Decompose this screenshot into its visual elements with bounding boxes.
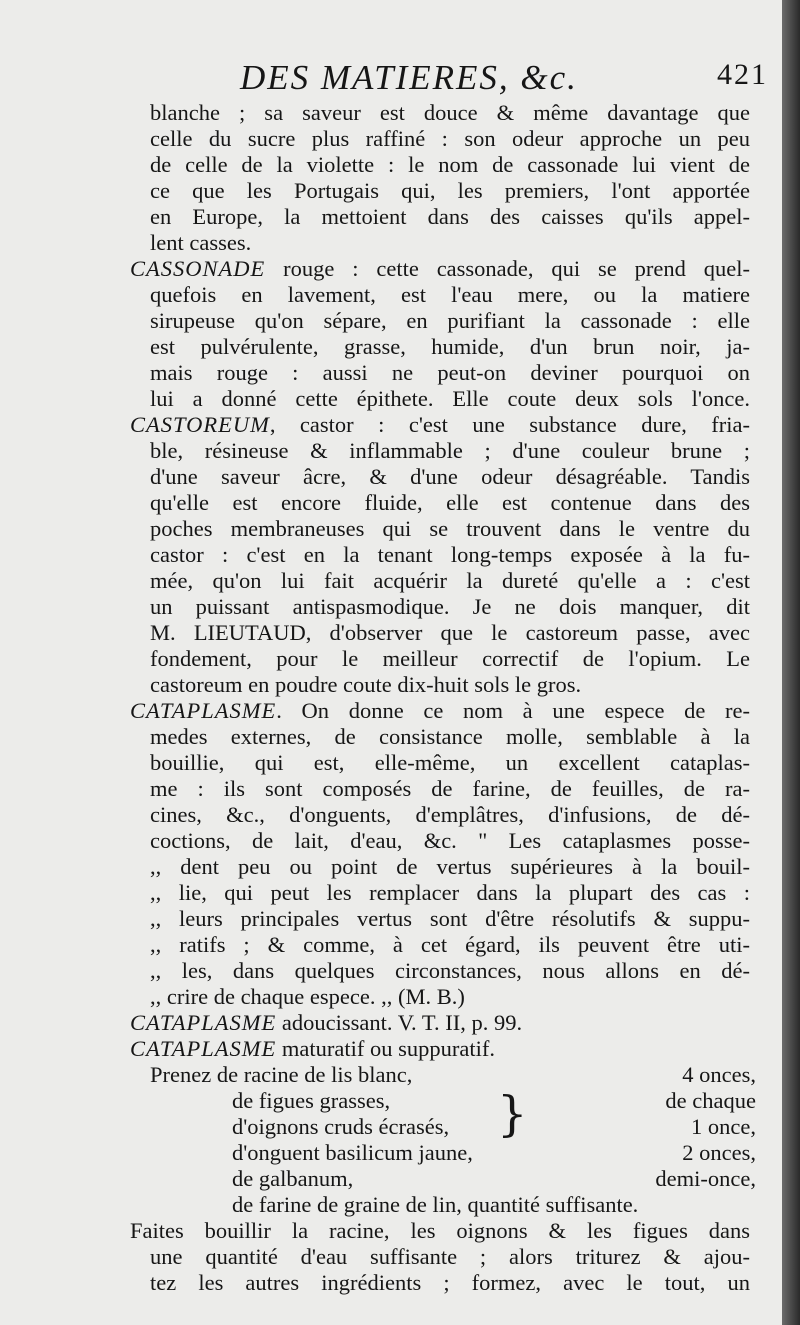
quote-line: ,, les, dans quelques circonstances, nous allons en dé- xyxy=(150,958,750,983)
entry-heading-cataplasme-maturatif: CATAPLASME maturatif ou suppuratif. xyxy=(130,1036,495,1061)
text-line: tez les autres ingrédients ; formez, avec le tout, un xyxy=(150,1270,750,1295)
quote-line: ,, leurs principales vertus sont d'être résolutifs & suppu- xyxy=(150,906,750,931)
recipe-ingredient: de galbanum, xyxy=(232,1166,354,1191)
headword: CATAPLASME xyxy=(130,1010,277,1035)
text-line: une quantité d'eau suffisante ; alors triturez & ajou- xyxy=(150,1244,750,1269)
entry-heading-cataplasme-adoucissant: CATAPLASME adoucissant. V. T. II, p. 99. xyxy=(130,1010,523,1035)
text-line: mée, qu'on lui fait acquérir la dureté qu'elle a : c'est xyxy=(150,568,750,593)
recipe-qty: de chaque xyxy=(665,1088,756,1113)
text-line: quefois en lavement, est l'eau mere, ou la matiere xyxy=(150,282,750,307)
quote-line: ,, dent peu ou point de vertus supérieures à la bouil- xyxy=(150,854,750,879)
recipe-ingredient: d'onguent basilicum jaune, xyxy=(232,1140,473,1165)
recipe-qty: 4 onces, xyxy=(682,1062,756,1087)
text-line: en Europe, la mettoient dans des caisses qu'ils appel- xyxy=(150,204,750,229)
quote-line: ,, ratifs ; & comme, à cet égard, ils peuvent être uti- xyxy=(150,932,750,957)
recipe-ingredient: de figues grasses, xyxy=(232,1088,391,1113)
text-line: blanche ; sa saveur est douce & même davantage que xyxy=(150,100,750,125)
text-line: bouillie, qui est, elle-même, un excellent cataplas- xyxy=(150,750,750,775)
text-line: M. LIEUTAUD, d'observer que le castoreum passe, avec xyxy=(150,620,750,645)
text-line: mais rouge : aussi ne peut-on deviner pourquoi on xyxy=(150,360,750,385)
text-line: me : ils sont composés de farine, de feuilles, de ra- xyxy=(150,776,750,801)
text-line: qu'elle est encore fluide, elle est contenue dans des xyxy=(150,490,750,515)
recipe-intro: Prenez de racine de lis blanc, xyxy=(150,1062,413,1087)
brace-glyph: } xyxy=(497,1086,528,1142)
recipe-qty: demi-once, xyxy=(655,1166,756,1191)
entry-heading-castoreum: CASTOREUM, castor : c'est une substance dure, fria- xyxy=(130,412,750,437)
text-line: de celle de la violette : le nom de cassonade lui vient de xyxy=(150,152,750,177)
headword: CASSONADE xyxy=(130,256,266,281)
quote-line: ,, lie, qui peut les remplacer dans la plupart des cas : xyxy=(150,880,750,905)
text-line: coctions, de lait, d'eau, &c. " Les cataplasmes posse- xyxy=(150,828,750,853)
text-line: cines, &c., d'onguents, d'emplâtres, d'infusions, de dé- xyxy=(150,802,750,827)
text-line: Faites bouillir la racine, les oignons & les figues dans xyxy=(130,1218,750,1243)
header-title: DES MATIERES, &c. xyxy=(240,58,578,97)
text-line: d'une saveur âcre, & d'une odeur désagréable. Tandis xyxy=(150,464,750,489)
page-edge-shadow xyxy=(782,0,800,1325)
text-line: est pulvérulente, grasse, humide, d'un brun noir, ja- xyxy=(150,334,750,359)
recipe-ingredient: de farine de graine de lin, quantité suffisante. xyxy=(232,1192,639,1217)
headword: CATAPLASME xyxy=(130,698,277,723)
entry-heading-cassonade-rouge: CASSONADE rouge : cette cassonade, qui se prend quel- xyxy=(130,256,750,281)
text-line: castoreum en poudre coute dix-huit sols le gros. xyxy=(150,672,582,697)
text-line: ble, résineuse & inflammable ; d'une couleur brune ; xyxy=(150,438,750,463)
headword: CASTOREUM xyxy=(130,412,270,437)
text-line: lui a donné cette épithete. Elle coute deux sols l'once. xyxy=(150,386,750,411)
text-line: sirupeuse qu'on sépare, en purifiant la cassonade : elle xyxy=(150,308,750,333)
recipe-qty: 2 onces, xyxy=(682,1140,756,1165)
text-line: castor : c'est en la tenant long-temps exposée à la fu- xyxy=(150,542,750,567)
text-line: poches membraneuses qui se trouvent dans le ventre du xyxy=(150,516,750,541)
text-line: celle du sucre plus raffiné : son odeur approche un peu xyxy=(150,126,750,151)
recipe-qty: 1 once, xyxy=(691,1114,756,1139)
quote-line: ,, crire de chaque espece. ,, (M. B.) xyxy=(150,984,465,1009)
text-line: fondement, pour le meilleur correctif de l'opium. Le xyxy=(150,646,750,671)
page-number: 421 xyxy=(717,58,768,91)
text-line: medes externes, de consistance molle, semblable à la xyxy=(150,724,750,749)
text-line: ce que les Portugais qui, les premiers, l'ont apportée xyxy=(150,178,750,203)
running-header xyxy=(240,58,768,102)
recipe-ingredient: d'oignons cruds écrasés, xyxy=(232,1114,450,1139)
text-line: lent casses. xyxy=(150,230,252,255)
text-line: un puissant antispasmodique. Je ne dois manquer, dit xyxy=(150,594,750,619)
entry-heading-cataplasme: CATAPLASME. On donne ce nom à une espece de re- xyxy=(130,698,750,723)
headword: CATAPLASME xyxy=(130,1036,277,1061)
